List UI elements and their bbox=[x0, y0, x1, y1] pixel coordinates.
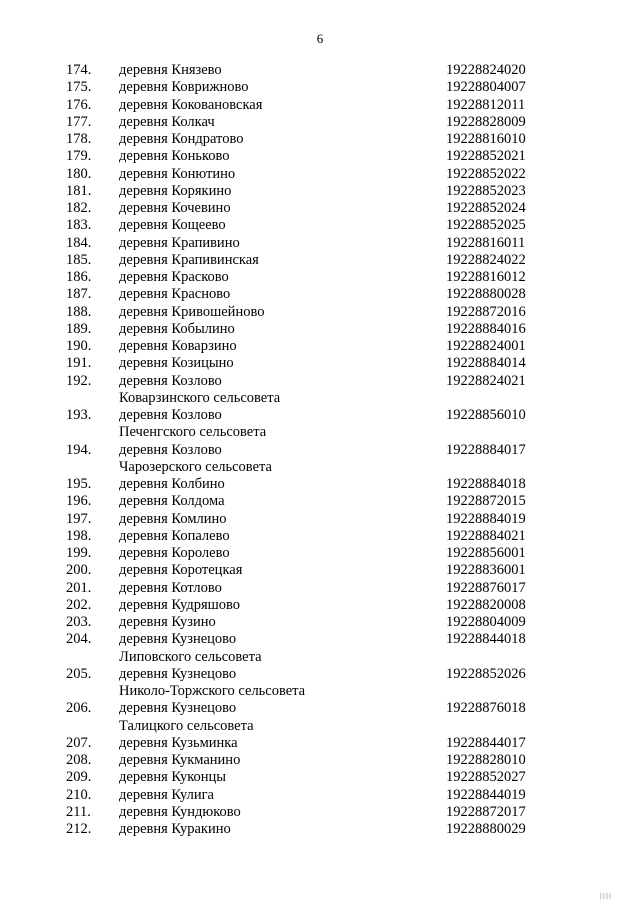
settlement-name: деревня Кузнецово bbox=[119, 700, 237, 717]
list-item bbox=[0, 493, 640, 510]
list-item bbox=[0, 511, 640, 528]
settlement-name: деревня Красково bbox=[119, 269, 229, 285]
item-number: 178. bbox=[66, 131, 92, 147]
item-number: 190. bbox=[66, 338, 92, 354]
list-item bbox=[0, 148, 640, 165]
okato-code: 19228816010 bbox=[446, 131, 526, 147]
okato-code: 19228844017 bbox=[446, 734, 526, 751]
okato-code: 19228880029 bbox=[446, 821, 526, 837]
settlement-name: деревня Конютино bbox=[119, 165, 236, 182]
okato-code: 19228880028 bbox=[446, 286, 526, 303]
list-item bbox=[0, 769, 640, 786]
settlement-name: деревня Крапивинская bbox=[119, 251, 259, 268]
item-number: 177. bbox=[66, 113, 92, 130]
okato-code: 19228884019 bbox=[446, 510, 526, 527]
item-number: 183. bbox=[66, 217, 92, 234]
page-number: 6 bbox=[316, 31, 324, 46]
settlement-name: деревня Князево bbox=[119, 62, 222, 78]
list-item bbox=[0, 252, 640, 269]
item-number: 191. bbox=[66, 355, 92, 372]
item-number: 211. bbox=[66, 803, 91, 820]
settlement-name: Печенгского сельсовета bbox=[119, 424, 267, 441]
footer-mark: |||| bbox=[599, 893, 612, 900]
item-number: 205. bbox=[66, 665, 92, 682]
settlement-name: деревня Коврижново bbox=[119, 79, 249, 96]
okato-code: 19228844019 bbox=[446, 786, 526, 803]
okato-code: 19228804007 bbox=[446, 79, 526, 96]
list-item-continuation bbox=[0, 390, 640, 407]
item-number: 208. bbox=[66, 752, 92, 768]
settlement-name: Чарозерского сельсовета bbox=[119, 458, 272, 475]
okato-code: 19228816011 bbox=[446, 234, 526, 251]
okato-code: 19228852025 bbox=[446, 217, 526, 234]
settlement-name: деревня Кобылино bbox=[119, 320, 235, 337]
list-item-continuation bbox=[0, 649, 640, 666]
settlement-name: деревня Коротецкая bbox=[119, 562, 243, 579]
list-item-continuation bbox=[0, 683, 640, 700]
okato-code: 19228856001 bbox=[446, 545, 526, 561]
settlement-name: деревня Кулига bbox=[119, 786, 214, 803]
okato-code: 19228872017 bbox=[446, 803, 526, 820]
okato-code: 19228812011 bbox=[446, 96, 526, 113]
settlement-name: деревня Кундюково bbox=[119, 803, 241, 820]
item-number: 203. bbox=[66, 614, 92, 630]
item-number: 186. bbox=[66, 269, 92, 285]
item-number: 196. bbox=[66, 493, 92, 510]
item-number: 206. bbox=[66, 700, 92, 717]
item-number: 195. bbox=[66, 476, 92, 492]
item-number: 197. bbox=[66, 510, 92, 527]
list-item bbox=[0, 442, 640, 459]
list-item bbox=[0, 166, 640, 183]
settlement-name: деревня Коньково bbox=[119, 148, 230, 165]
settlement-name: деревня Кузино bbox=[119, 614, 216, 630]
settlement-name: деревня Козицыно bbox=[119, 355, 234, 372]
settlement-name: деревня Коковановская bbox=[119, 96, 263, 113]
list-item bbox=[0, 562, 640, 579]
okato-code: 19228852023 bbox=[446, 182, 526, 199]
list-item bbox=[0, 614, 640, 631]
okato-code: 19228852022 bbox=[446, 165, 526, 182]
settlement-name: деревня Копалево bbox=[119, 527, 230, 544]
list-item bbox=[0, 752, 640, 769]
item-number: 180. bbox=[66, 165, 92, 182]
settlement-name: деревня Козлово bbox=[119, 407, 222, 423]
item-number: 174. bbox=[66, 62, 92, 78]
item-number: 181. bbox=[66, 182, 92, 199]
okato-code: 19228884014 bbox=[446, 355, 526, 372]
list-item bbox=[0, 407, 640, 424]
okato-code: 19228844018 bbox=[446, 631, 526, 648]
list-item bbox=[0, 528, 640, 545]
settlement-name: деревня Кудряшово bbox=[119, 596, 241, 613]
settlement-name: деревня Куконцы bbox=[119, 769, 227, 786]
settlement-name: деревня Кощеево bbox=[119, 217, 226, 234]
settlement-name: деревня Колкач bbox=[119, 113, 215, 130]
settlement-name: Талицкого сельсовета bbox=[119, 717, 254, 734]
list-item bbox=[0, 62, 640, 79]
settlement-name: деревня Кузьминка bbox=[119, 734, 238, 751]
settlement-name: деревня Коварзино bbox=[119, 338, 237, 354]
list-item bbox=[0, 321, 640, 338]
settlement-name: Николо-Торжского сельсовета bbox=[119, 683, 306, 699]
okato-code: 19228824022 bbox=[446, 251, 526, 268]
okato-code: 19228828009 bbox=[446, 113, 526, 130]
item-number: 204. bbox=[66, 631, 92, 648]
item-number: 187. bbox=[66, 286, 92, 303]
settlement-name: Коварзинского сельсовета bbox=[119, 389, 281, 406]
okato-code: 19228824001 bbox=[446, 338, 526, 354]
list-item bbox=[0, 700, 640, 717]
okato-code: 19228856010 bbox=[446, 407, 526, 423]
item-number: 192. bbox=[66, 372, 92, 389]
list-item-continuation bbox=[0, 718, 640, 735]
okato-code: 19228884021 bbox=[446, 527, 526, 544]
settlement-name: деревня Красново bbox=[119, 286, 231, 303]
list-item bbox=[0, 338, 640, 355]
list-item bbox=[0, 286, 640, 303]
settlement-name: деревня Кривошейново bbox=[119, 303, 265, 320]
okato-code: 19228852026 bbox=[446, 665, 526, 682]
list-item bbox=[0, 79, 640, 96]
list-item bbox=[0, 821, 640, 838]
okato-code: 19228872015 bbox=[446, 493, 526, 510]
settlement-name: деревня Козлово bbox=[119, 441, 222, 458]
okato-code: 19228852027 bbox=[446, 769, 526, 786]
okato-code: 19228872016 bbox=[446, 303, 526, 320]
list-item bbox=[0, 476, 640, 493]
list-item bbox=[0, 804, 640, 821]
list-item bbox=[0, 304, 640, 321]
item-number: 207. bbox=[66, 734, 92, 751]
item-number: 212. bbox=[66, 821, 92, 837]
item-number: 209. bbox=[66, 769, 92, 786]
okato-code: 19228876018 bbox=[446, 700, 526, 717]
item-number: 182. bbox=[66, 200, 92, 216]
item-number: 199. bbox=[66, 545, 92, 561]
item-number: 176. bbox=[66, 96, 92, 113]
item-number: 200. bbox=[66, 562, 92, 579]
list-item bbox=[0, 183, 640, 200]
item-number: 201. bbox=[66, 579, 92, 596]
list-item bbox=[0, 735, 640, 752]
item-number: 202. bbox=[66, 596, 92, 613]
item-number: 184. bbox=[66, 234, 92, 251]
list-item bbox=[0, 97, 640, 114]
item-number: 194. bbox=[66, 441, 92, 458]
list-item bbox=[0, 787, 640, 804]
okato-code: 19228884016 bbox=[446, 320, 526, 337]
list-item bbox=[0, 355, 640, 372]
okato-code: 19228824021 bbox=[446, 372, 526, 389]
okato-code: 19228852021 bbox=[446, 148, 526, 165]
settlement-name: деревня Комлино bbox=[119, 510, 227, 527]
list-item bbox=[0, 631, 640, 648]
settlement-name: деревня Корякино bbox=[119, 182, 232, 199]
settlement-name: деревня Кондратово bbox=[119, 131, 244, 147]
item-number: 175. bbox=[66, 79, 92, 96]
list-item bbox=[0, 580, 640, 597]
list-item bbox=[0, 373, 640, 390]
list-item bbox=[0, 114, 640, 131]
okato-code: 19228824020 bbox=[446, 62, 526, 78]
settlement-name: деревня Куракино bbox=[119, 821, 231, 837]
settlement-name: деревня Кузнецово bbox=[119, 665, 237, 682]
okato-code: 19228804009 bbox=[446, 614, 526, 630]
list-item-continuation bbox=[0, 424, 640, 441]
settlement-name: деревня Колдома bbox=[119, 493, 225, 510]
list-item bbox=[0, 597, 640, 614]
list-item-continuation bbox=[0, 459, 640, 476]
list-item bbox=[0, 545, 640, 562]
settlement-name: деревня Кузнецово bbox=[119, 631, 237, 648]
item-number: 193. bbox=[66, 407, 92, 423]
list-item bbox=[0, 217, 640, 234]
okato-code: 19228820008 bbox=[446, 596, 526, 613]
list-item bbox=[0, 269, 640, 286]
item-number: 210. bbox=[66, 786, 92, 803]
okato-code: 19228852024 bbox=[446, 200, 526, 216]
settlement-name: Липовского сельсовета bbox=[119, 648, 262, 665]
item-number: 189. bbox=[66, 320, 92, 337]
list-item bbox=[0, 131, 640, 148]
settlement-list bbox=[0, 62, 640, 838]
settlement-name: деревня Колбино bbox=[119, 476, 225, 492]
item-number: 198. bbox=[66, 527, 92, 544]
okato-code: 19228836001 bbox=[446, 562, 526, 579]
okato-code: 19228816012 bbox=[446, 269, 526, 285]
item-number: 179. bbox=[66, 148, 92, 165]
settlement-name: деревня Кукманино bbox=[119, 752, 241, 768]
okato-code: 19228876017 bbox=[446, 579, 526, 596]
item-number: 188. bbox=[66, 303, 92, 320]
okato-code: 19228884018 bbox=[446, 476, 526, 492]
item-number: 185. bbox=[66, 251, 92, 268]
list-item bbox=[0, 235, 640, 252]
okato-code: 19228884017 bbox=[446, 441, 526, 458]
list-item bbox=[0, 200, 640, 217]
settlement-name: деревня Королево bbox=[119, 545, 230, 561]
settlement-name: деревня Кочевино bbox=[119, 200, 231, 216]
settlement-name: деревня Крапивино bbox=[119, 234, 240, 251]
list-item bbox=[0, 666, 640, 683]
settlement-name: деревня Котлово bbox=[119, 579, 222, 596]
okato-code: 19228828010 bbox=[446, 752, 526, 768]
settlement-name: деревня Козлово bbox=[119, 372, 222, 389]
